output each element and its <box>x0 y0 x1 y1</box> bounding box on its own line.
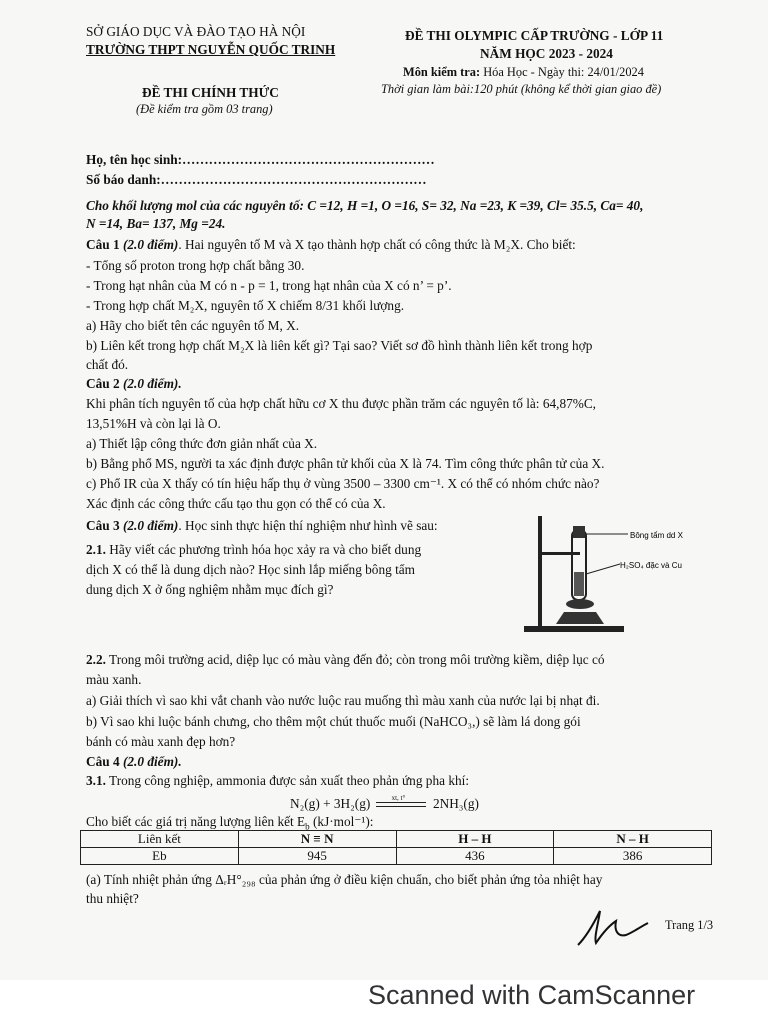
q4-s31-text: Trong công nghiệp, ammonia được sản xuất theo phản ứng pha khí: <box>105 773 470 788</box>
equation-conditions: xt, t° <box>391 793 406 802</box>
pages-note: (Đề kiểm tra gồm 03 trang) <box>136 102 273 116</box>
flame <box>566 599 594 609</box>
exam-title: ĐỀ THI OLYMPIC CẤP TRƯỜNG - LỚP 11 <box>405 28 664 43</box>
energy-intro-text: Cho biết các giá trị năng lượng liên kết E <box>86 814 306 829</box>
q2-part-c-2: Xác định các công thức cấu tạo thu gọn có thể có của X. <box>86 496 386 511</box>
q3-points: (2.0 điểm) <box>119 518 179 533</box>
student-name-line: Họ, tên học sinh:………………………………………………… <box>86 152 435 167</box>
molar-line-2: N =14, Ba= 137, Mg =24. <box>86 216 226 231</box>
bond-energy-table <box>80 830 712 865</box>
q2-points: (2.0 điểm). <box>119 376 182 391</box>
equation-products: 2NH₃(g) <box>432 796 479 811</box>
table-cell: Eb <box>81 848 239 865</box>
q4-points: (2.0 điểm). <box>119 754 182 769</box>
q4-part-a-2: thu nhiệt? <box>86 891 139 906</box>
q2-part-a: a) Thiết lập công thức đơn giản nhất của X. <box>86 436 318 451</box>
q4-s31-label: 3.1. <box>86 773 106 788</box>
tube-contents <box>574 572 584 596</box>
q3-s21-line-2: dịch X có thể là dung dịch nào? Học sinh lắp miếng bông tẩm <box>86 562 416 577</box>
q1-label: Câu 1 <box>86 237 120 252</box>
official-label: ĐỀ THI CHÍNH THỨC <box>142 85 279 100</box>
q3-intro <box>86 518 438 534</box>
q2-line-1: Khi phân tích nguyên tố của hợp chất hữu cơ X thu được phần trăm các nguyên tố là: 64,87%C, <box>86 396 597 411</box>
q1-part-b-2: chất đó. <box>86 357 129 372</box>
pointer-line-2 <box>586 564 620 574</box>
signature <box>574 905 654 949</box>
stand-rod <box>538 516 542 630</box>
q2-part-b: b) Bằng phổ MS, người ta xác định được phân tử khối của X là 74. Tìm công thức phân tử của X. <box>86 456 605 471</box>
molar-line-1: Cho khối lượng mol của các nguyên tố: C =12, H =1, O =16, S= 32, Na =23, K =39, Cl= 35.5, Ca= 40, <box>86 198 644 213</box>
experiment-figure <box>520 512 720 636</box>
table-header-cell: Liên kết <box>81 831 239 848</box>
q4-heading <box>86 754 182 770</box>
subject-value: Hóa Học - Ngày thi: 24/01/2024 <box>480 65 644 79</box>
q3-s21-text: Hãy viết các phương trình hóa học xảy ra và cho biết dung <box>105 542 422 557</box>
table-header-cell: N ≡ N <box>238 831 396 848</box>
q1-part-a: a) Hãy cho biết tên các nguyên tố M, X. <box>86 318 300 333</box>
school-year: NĂM HỌC 2023 - 2024 <box>480 46 613 61</box>
q3-part-b-2: bánh có màu xanh đẹp hơn? <box>86 734 236 749</box>
dept-name: SỞ GIÁO DỤC VÀ ĐÀO TẠO HÀ NỘI <box>86 24 306 39</box>
q1-intro <box>86 237 576 253</box>
energy-unit: (kJ·mol⁻¹): <box>309 814 374 829</box>
q3-part-b-1: b) Vì sao khi luộc bánh chưng, cho thêm một chút thuốc muối (NaHCO₃,) sẽ làm lá dong gói <box>86 714 581 729</box>
table-cell: 386 <box>554 848 712 865</box>
q4-label: Câu 4 <box>86 754 120 769</box>
q2-label: Câu 2 <box>86 376 120 391</box>
burner <box>556 612 604 624</box>
figure-label-acid: H₂SO₄ đặc và Cu <box>620 561 682 570</box>
q1-intro-text: . Hai nguyên tố M và X tạo thành hợp chất có công thức là M₂X. Cho biết: <box>178 237 576 252</box>
q3-s22-text: Trong môi trường acid, diệp lục có màu vàng đến đỏ; còn trong môi trường kiềm, diệp lục có <box>105 652 605 667</box>
clamp-arm <box>538 552 580 555</box>
q3-s22-label: 2.2. <box>86 652 106 667</box>
q1-condition-2: - Trong hạt nhân của M có n - p = 1, trong hạt nhân của X có n’ = p’. <box>86 278 452 293</box>
table-cell: 945 <box>238 848 396 865</box>
table-cell: 436 <box>396 848 554 865</box>
table-row <box>81 848 712 865</box>
q2-heading <box>86 376 182 392</box>
q3-part-a: a) Giải thích vì sao khi vắt chanh vào nước luộc rau muống thì màu xanh của nước lại bị nhạt đi. <box>86 693 600 708</box>
q1-points: (2.0 điểm) <box>119 237 179 252</box>
page-number: Trang 1/3 <box>665 918 714 932</box>
q4-part-a-1: (a) Tính nhiệt phản ứng ΔᵣH°₂₉₈ của phản ứng ở điều kiện chuẩn, cho biết phản ứng tỏa nhiệt hay <box>86 872 603 887</box>
figure-label-cotton: Bông tẩm dd X <box>630 531 683 540</box>
q1-part-b-1: b) Liên kết trong hợp chất M₂X là liên kết gì? Tại sao? Viết sơ đồ hình thành liên kết trong hợp <box>86 338 593 353</box>
subject-label: Môn kiểm tra: <box>403 65 481 79</box>
stand-base <box>524 626 624 632</box>
q3-s21-line-1 <box>86 542 421 558</box>
q1-condition-1: - Tổng số proton trong hợp chất bằng 30. <box>86 258 305 273</box>
energy-subscript: b <box>305 821 310 832</box>
exam-time: Thời gian làm bài:120 phút (không kể thời gian giao đề) <box>381 82 662 96</box>
q3-intro-text: . Học sinh thực hiện thí nghiệm như hình vẽ sau: <box>178 518 438 533</box>
q3-s22-line-1 <box>86 652 605 668</box>
reaction-equation <box>290 793 479 812</box>
subject-line <box>403 65 644 80</box>
cotton-plug <box>573 526 585 538</box>
student-id-line: Số báo danh:…………………………………………………… <box>86 172 427 187</box>
q3-s21-line-3: dung dịch X ở ống nghiệm nhằm mục đích gì? <box>86 582 334 597</box>
q3-label: Câu 3 <box>86 518 120 533</box>
q1-condition-3: - Trong hợp chất M₂X, nguyên tố X chiếm 8/31 khối lượng. <box>86 298 405 313</box>
q2-part-c-1: c) Phổ IR của X thấy có tín hiệu hấp thụ ở vùng 3500 – 3300 cm⁻¹. X có thể có nhóm chức nào? <box>86 476 600 491</box>
table-header-cell: N – H <box>554 831 712 848</box>
equation-reactants: N₂(g) + 3H₂(g) <box>290 796 371 811</box>
table-header-cell: H – H <box>396 831 554 848</box>
reversible-arrow <box>374 793 430 812</box>
table-header-row <box>81 831 712 848</box>
q3-s21-label: 2.1. <box>86 542 106 557</box>
q3-s22-line-2: màu xanh. <box>86 672 142 687</box>
q2-line-2: 13,51%H và còn lại là O. <box>86 416 221 431</box>
camscanner-watermark: Scanned with CamScanner <box>368 980 696 1010</box>
q4-s31 <box>86 773 469 789</box>
school-name: TRƯỜNG THPT NGUYỄN QUỐC TRINH <box>86 42 336 57</box>
